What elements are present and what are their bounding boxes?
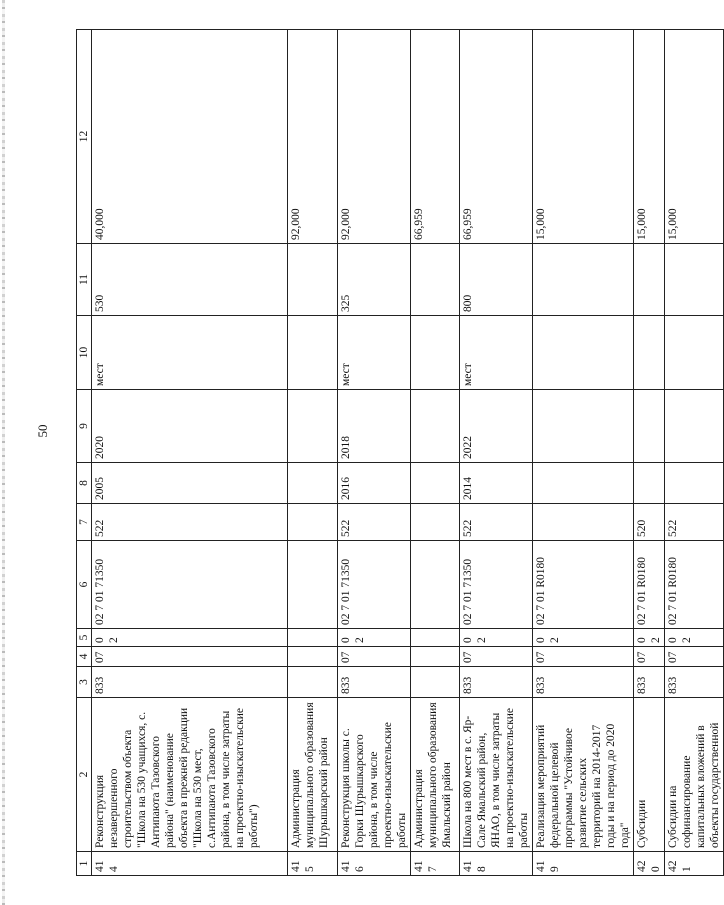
unit-cell: мест <box>338 316 411 390</box>
end-year-cell <box>411 390 460 463</box>
subsection-cell <box>288 629 338 647</box>
code-cell: 833 <box>665 667 724 698</box>
capacity-cell <box>411 244 460 316</box>
target-article-cell: 02 7 01 R0180 <box>665 541 724 629</box>
item-name-cell: Субсидии <box>634 698 665 852</box>
start-year-cell: 2016 <box>338 463 411 504</box>
row-number-cell: 414 <box>92 852 288 876</box>
column-header: 6 <box>77 541 92 629</box>
end-year-cell: 2018 <box>338 390 411 463</box>
subsection-cell: 02 <box>338 629 411 647</box>
code-cell: 833 <box>460 667 533 698</box>
amount-cell: 15,000 <box>665 30 724 244</box>
section-cell: 07 <box>665 647 724 667</box>
start-year-cell: 2005 <box>92 463 288 504</box>
unit-cell <box>533 316 634 390</box>
code-cell: 833 <box>634 667 665 698</box>
section-cell <box>288 647 338 667</box>
unit-cell <box>288 316 338 390</box>
amount-cell: 66,959 <box>411 30 460 244</box>
table-row <box>411 30 460 876</box>
row-number-cell: 420 <box>634 852 665 876</box>
item-name-cell: Реконструкция школы с. Горки Шурышкарского района, в том числе проектно-изыскательские работы <box>338 698 411 852</box>
item-name-cell: Администрация муниципального образования Ямальский район <box>411 698 460 852</box>
subsection-cell <box>411 629 460 647</box>
amount-cell: 66,959 <box>460 30 533 244</box>
expense-type-cell <box>288 504 338 541</box>
column-header: 2 <box>77 698 92 852</box>
start-year-cell <box>288 463 338 504</box>
end-year-cell <box>533 390 634 463</box>
capacity-cell: 530 <box>92 244 288 316</box>
capacity-cell: 800 <box>460 244 533 316</box>
table-row <box>533 30 634 876</box>
target-article-cell: 02 7 01 R0180 <box>634 541 665 629</box>
capacity-cell <box>533 244 634 316</box>
table-row <box>665 30 724 876</box>
target-article-cell: 02 7 01 R0180 <box>533 541 634 629</box>
header-row <box>77 30 92 876</box>
row-number-cell: 421 <box>665 852 724 876</box>
scan-edge <box>2 0 5 905</box>
column-header: 9 <box>77 390 92 463</box>
target-article-cell: 02 7 01 71350 <box>460 541 533 629</box>
table-row <box>288 30 338 876</box>
item-name-cell: Реконструкция незавершенного строительством объекта "Школа на 530 учащихся, с. Антипаюта Тазовского района" (наименование объекта в прежней редакции "Школа на 530 мест, с.Антипаюта Тазовского района, в том числе затраты на проектно-изыскательские работы") <box>92 698 288 852</box>
column-header: 3 <box>77 667 92 698</box>
column-header: 12 <box>77 30 92 244</box>
unit-cell <box>634 316 665 390</box>
expense-type-cell <box>533 504 634 541</box>
column-header: 7 <box>77 504 92 541</box>
table-body <box>77 30 724 876</box>
section-cell: 07 <box>634 647 665 667</box>
code-cell <box>411 667 460 698</box>
start-year-cell <box>634 463 665 504</box>
amount-cell: 92,000 <box>288 30 338 244</box>
subsection-cell: 02 <box>665 629 724 647</box>
section-cell: 07 <box>460 647 533 667</box>
row-number-cell: 418 <box>460 852 533 876</box>
column-header: 10 <box>77 316 92 390</box>
column-header: 5 <box>77 629 92 647</box>
item-name-cell: Школа на 800 мест в с. Яр-Сале Ямальский район, ЯНАО, в том числе затраты на проектно-изыскательские работы <box>460 698 533 852</box>
target-article-cell: 02 7 01 71350 <box>92 541 288 629</box>
rotated-page <box>76 30 722 876</box>
unit-cell: мест <box>460 316 533 390</box>
row-number-cell: 416 <box>338 852 411 876</box>
expense-type-cell: 520 <box>634 504 665 541</box>
subsection-cell: 02 <box>634 629 665 647</box>
end-year-cell: 2022 <box>460 390 533 463</box>
end-year-cell <box>665 390 724 463</box>
capacity-cell <box>288 244 338 316</box>
column-header: 4 <box>77 647 92 667</box>
page-number: 50 <box>35 424 50 438</box>
row-number-cell: 419 <box>533 852 634 876</box>
item-name-cell: Реализация мероприятий федеральной целевой программы "Устойчивое развитие сельских территорий на 2014-2017 годы и на период до 2020 года" <box>533 698 634 852</box>
subsection-cell: 02 <box>92 629 288 647</box>
column-header: 11 <box>77 244 92 316</box>
start-year-cell <box>533 463 634 504</box>
code-cell: 833 <box>533 667 634 698</box>
start-year-cell: 2014 <box>460 463 533 504</box>
unit-cell <box>665 316 724 390</box>
capacity-cell <box>665 244 724 316</box>
amount-cell: 40,000 <box>92 30 288 244</box>
capacity-cell: 325 <box>338 244 411 316</box>
item-name-cell: Субсидии на софинансирование капитальных вложений в объекты государственной <box>665 698 724 852</box>
amount-cell: 15,000 <box>634 30 665 244</box>
table-row <box>634 30 665 876</box>
column-header: 1 <box>77 852 92 876</box>
start-year-cell <box>411 463 460 504</box>
item-name-cell: Администрация муниципального образования Шурышкарский район <box>288 698 338 852</box>
expense-type-cell: 522 <box>92 504 288 541</box>
end-year-cell <box>288 390 338 463</box>
amount-cell: 15,000 <box>533 30 634 244</box>
code-cell: 833 <box>92 667 288 698</box>
subsection-cell: 02 <box>533 629 634 647</box>
amount-cell: 92,000 <box>338 30 411 244</box>
target-article-cell <box>288 541 338 629</box>
table-row <box>460 30 533 876</box>
code-cell <box>288 667 338 698</box>
expense-type-cell <box>411 504 460 541</box>
section-cell <box>411 647 460 667</box>
unit-cell <box>411 316 460 390</box>
capacity-cell <box>634 244 665 316</box>
target-article-cell <box>411 541 460 629</box>
end-year-cell: 2020 <box>92 390 288 463</box>
section-cell: 07 <box>92 647 288 667</box>
table-row <box>338 30 411 876</box>
expense-type-cell: 522 <box>460 504 533 541</box>
column-header: 8 <box>77 463 92 504</box>
expense-type-cell: 522 <box>338 504 411 541</box>
code-cell: 833 <box>338 667 411 698</box>
start-year-cell <box>665 463 724 504</box>
budget-table <box>76 29 724 876</box>
end-year-cell <box>634 390 665 463</box>
subsection-cell: 02 <box>460 629 533 647</box>
unit-cell: мест <box>92 316 288 390</box>
row-number-cell: 417 <box>411 852 460 876</box>
row-number-cell: 415 <box>288 852 338 876</box>
expense-type-cell: 522 <box>665 504 724 541</box>
section-cell: 07 <box>533 647 634 667</box>
target-article-cell: 02 7 01 71350 <box>338 541 411 629</box>
table-row <box>92 30 288 876</box>
section-cell: 07 <box>338 647 411 667</box>
